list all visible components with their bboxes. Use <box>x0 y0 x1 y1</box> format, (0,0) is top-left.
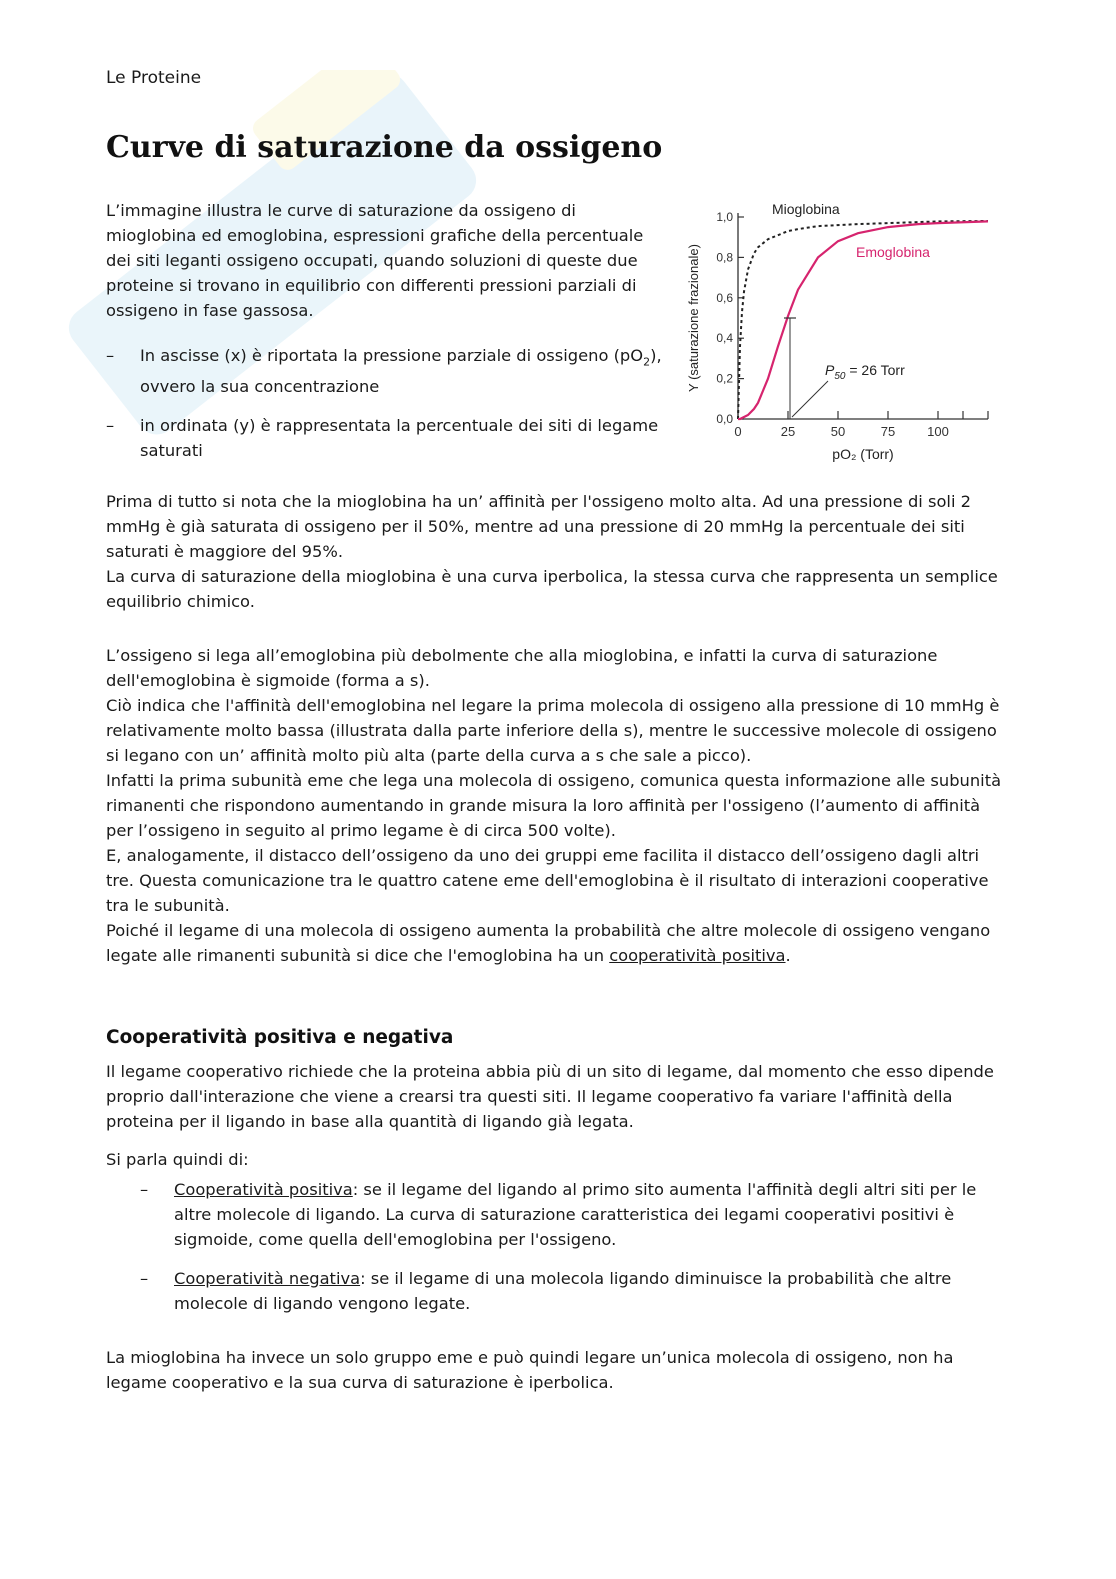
y-tick-label: 0,6 <box>716 290 733 305</box>
myoglobin-curve-paragraph: La curva di saturazione della mioglobina è una curva iperbolica, la stessa curva che rappresenta un semplice equilibrio chimico. <box>106 567 998 611</box>
cooperativity-term: cooperatività positiva <box>609 946 786 965</box>
term-positive: Cooperatività positiva <box>174 1180 353 1199</box>
hemoglobin-affinity-paragraph: Ciò indica che l'affinità dell'emoglobina nel legare la prima molecola di ossigeno alla pressione di 10 mmHg è relativamente molto bassa (illustrata dalla parte inferiore della s), mentre le successive molecole di ossigeno si legano con un’ affinità molto più alta (parte della curva a s che sale a picco). <box>106 696 1000 765</box>
x-tick-label: 25 <box>780 424 796 439</box>
intro-paragraph: L’immagine illustra le curve di saturazione da ossigeno di mioglobina ed emoglobina, espressioni grafiche della percentuale dei siti leganti ossigeno occupati, quando soluzioni di queste due proteine si trovano in equilibrio con differenti pressioni parziali di ossigeno in fase gassosa. <box>106 201 644 320</box>
list-item: – Cooperatività negativa: se il legame di una molecola ligando diminuisce la probabilità che altre molecole di ligando vengono legate. <box>140 1269 952 1313</box>
legend-mioglobina: Mioglobina <box>772 201 840 217</box>
myoglobin-conclusion-paragraph: La mioglobina ha invece un solo gruppo eme e può quindi legare un’unica molecola di ossigeno, non ha legame cooperativo e la sua curva di saturazione è iperbolica. <box>106 1348 954 1392</box>
y-tick-label: 0,2 <box>716 371 733 386</box>
positive-cooperativity-paragraph: Poiché il legame di una molecola di ossigeno aumenta la probabilità che altre molecole di ossigeno vengano legate alle rimanenti subunità si dice che l'emoglobina ha un cooperatività positiva. <box>106 921 991 965</box>
list-item: – in ordinata (y) è rappresentata la percentuale dei siti di legame saturati <box>106 416 659 461</box>
section-heading: Cooperatività positiva e negativa <box>106 1027 454 1048</box>
x-tick-label: 0 <box>734 424 742 439</box>
hemoglobin-sigmoid-paragraph: L’ossigeno si lega all’emoglobina più debolmente che alla mioglobina, e infatti la curva di saturazione dell'emoglobina è sigmoide (forma a s). <box>106 646 938 690</box>
y-tick-label: 0,8 <box>716 250 733 265</box>
cooperativity-types-list <box>140 1177 1010 1316</box>
legend-emoglobina: Emoglobina <box>856 244 930 260</box>
x-tick-label: 100 <box>927 424 949 439</box>
cooperative-binding-paragraph: Il legame cooperativo richiede che la proteina abbia più di un sito di legame, dal momento che esso dipende proprio dall'interazione che viene a crearsi tra questi siti. Il legame cooperativo fa variare l'affinità della proteina per il ligando in base alla quantità di ligando già legata. <box>106 1062 994 1131</box>
subunit-communication-paragraph: Infatti la prima subunità eme che lega una molecola di ossigeno, comunica questa informazione alle subunità rimanenti che rispondono aumentando in grande misura la loro affinità per l'ossigeno (l’aumento di affinità per l’ossigeno in seguito al primo legame è di circa 500 volte). <box>106 771 1002 840</box>
y-tick-label: 0,4 <box>716 331 733 346</box>
x-tick-label: 75 <box>880 424 896 439</box>
p50-annotation <box>784 318 828 419</box>
p50-label: $P_{50} = 26$ Torr <box>825 362 905 382</box>
x-axis-label: pO₂ (Torr) <box>832 446 894 462</box>
y-tick-label: 1,0 <box>716 210 733 224</box>
axis-description-list <box>106 343 671 463</box>
myoglobin-affinity-paragraph: Prima di tutto si nota che la mioglobina ha un’ affinità per l'ossigeno molto alta. Ad una pressione di soli 2 mmHg è già saturata di ossigeno per il 50%, mentre ad una pressione di 20 mmHg la percentuale dei siti saturati è maggiore del 95%. <box>106 492 971 561</box>
oxygen-release-paragraph: E, analogamente, il distacco dell’ossigeno da uno dei gruppi eme facilita il distacco dell’ossigeno dagli altri tre. Questa comunicazione tra le quattro catene eme dell'emoglobina è il risultato di interazioni cooperative tra le subunità. <box>106 846 989 915</box>
x-tick-label: 50 <box>830 424 846 439</box>
y-axis-label: Y (saturazione frazionale) <box>686 244 701 392</box>
list-item: – Cooperatività positiva: se il legame del ligando al primo sito aumenta l'affinità degli altri siti per le altre molecole di ligando. La curva di saturazione caratteristica dei legami cooperativi positivi è sigmoide, come quella dell'emoglobina per l'ossigeno. <box>140 1180 977 1249</box>
list-item: – In ascisse (x) è riportata la pressione parziale di ossigeno $(pO_2)$, ovvero la sua concentrazione <box>106 346 662 397</box>
term-negative: Cooperatività negativa <box>174 1269 361 1288</box>
running-header: Le Proteine <box>106 68 202 88</box>
saturation-chart <box>680 195 1000 470</box>
p50-leader-line <box>792 381 828 417</box>
page-title: Curve di saturazione da ossigeno <box>106 130 663 165</box>
intro-list-line: Si parla quindi di: <box>106 1150 249 1169</box>
y-tick-label: 0,0 <box>716 412 733 426</box>
